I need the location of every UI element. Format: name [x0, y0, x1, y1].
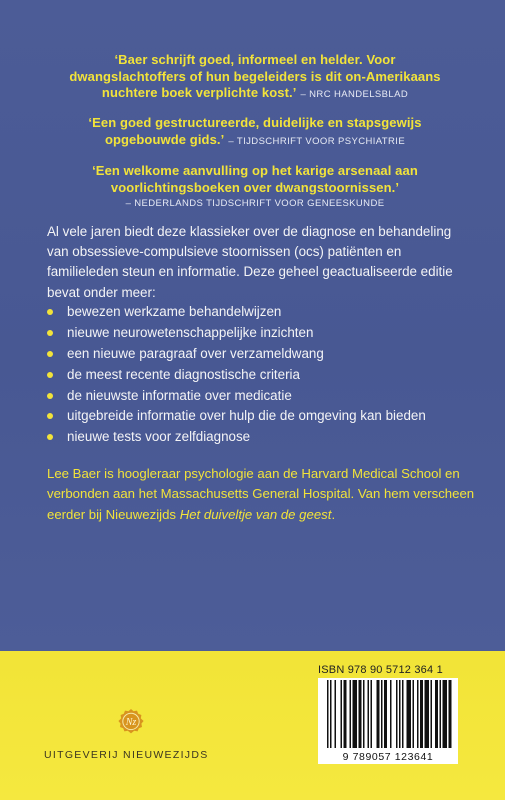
barcode-bar [330, 680, 332, 748]
barcode-bar [449, 680, 452, 748]
list-item: een nieuwe paragraaf over verzameldwang [47, 344, 477, 365]
review-quote-2-text: ‘Een goed gestructureerde, duidelijke en stapsgewijs opgebouwde gids.’ [88, 115, 422, 147]
barcode-bar [396, 680, 398, 748]
barcode-icon [318, 680, 458, 754]
barcode-bar [435, 680, 438, 748]
bullet-icon [47, 393, 53, 399]
barcode-bar [431, 680, 433, 748]
barcode-bar [327, 680, 329, 748]
barcode-bar [350, 680, 352, 748]
barcode-bar [399, 680, 401, 748]
review-quote-3-source: – NEDERLANDS TIJDSCHRIFT VOOR GENEESKUNDE [125, 198, 385, 209]
publisher-logo-text: Nz [125, 717, 137, 728]
barcode-bar [381, 680, 383, 748]
review-quote-1-source: – NRC HANDELSBLAD [300, 89, 409, 100]
feature-list [47, 302, 477, 448]
barcode-bar [413, 680, 415, 748]
barcode-bar [363, 680, 365, 748]
list-item: uitgebreide informatie over hulp die de omgeving kan bieden [47, 406, 477, 427]
review-quote-3-text: ‘Een welkome aanvulling op het karige arsenaal aan voorlichtingsboeken over dwangstoornissen.’ [92, 163, 418, 195]
barcode-bar [353, 680, 358, 748]
list-item: nieuwe neurowetenschappelijke inzichten [47, 323, 477, 344]
author-bio-text: Lee Baer is hoogleraar psychologie aan de Harvard Medical School en verbonden aan het Massachusetts General Hospital. Van hem verscheen eerder bij Nieuwezijds [47, 466, 475, 522]
bullet-icon [47, 434, 53, 440]
barcode-bar [344, 680, 347, 748]
list-item: nieuwe tests voor zelfdiagnose [47, 427, 477, 448]
barcode-bar [420, 680, 423, 748]
barcode-bar [407, 680, 412, 748]
barcode-number: 9 789057 123641 [342, 751, 434, 763]
bullet-icon [47, 351, 53, 357]
bullet-icon [47, 309, 53, 315]
barcode-bar [359, 680, 362, 748]
barcode-area [318, 664, 458, 764]
review-quote-1 [55, 52, 455, 104]
review-quote-3 [55, 163, 455, 213]
barcode-bar [341, 680, 343, 748]
barcode-bar [371, 680, 373, 748]
barcode-bar [384, 680, 387, 748]
publisher-logo-icon [117, 708, 145, 736]
list-item: bewezen werkzame behandelwijzen [47, 302, 477, 323]
publisher-name: UITGEVERIJ NIEUWEZIJDS [44, 749, 209, 761]
isbn-label: ISBN 978 90 5712 364 1 [318, 664, 443, 676]
barcode-bar [425, 680, 430, 748]
list-item: de meest recente diagnostische criteria [47, 365, 477, 386]
review-quote-2-source: – TIJDSCHRIFT VOOR PSYCHIATRIE [228, 135, 406, 147]
previous-book-title: Het duiveltje van de geest [179, 506, 332, 522]
barcode-bar [440, 680, 442, 748]
barcode-bar [402, 680, 404, 748]
bullet-icon [47, 372, 53, 378]
barcode-bar [443, 680, 448, 748]
barcode-bar [368, 680, 370, 748]
intro-paragraph: Al vele jaren biedt deze klassieker over de diagnose en behandeling van obsessieve-compulsieve stoornissen (ocs) patiënten en familieleden steun en informatie. Deze geheel geactualiseerde editie bevat onder meer: [47, 224, 453, 300]
barcode-bar [377, 680, 380, 748]
barcode-bar [390, 680, 392, 748]
author-bio: Lee Baer is hoogleraar psychologie aan de Harvard Medical School en verbonden aan het Massachusetts General Hospital. Van hem verscheen eerder bij Nieuwezijds Het duiveltje van de geest. [47, 466, 475, 522]
list-item: de nieuwste informatie over medicatie [47, 386, 477, 407]
bullet-icon [47, 330, 53, 336]
review-quote-2 [55, 115, 455, 150]
review-quote-1-text: ‘Baer schrijft goed, informeel en helder. Voor dwangslachtoffers of hun begeleiders is dit on-Amerikaans nuchtere boek verplichte kost.’ [69, 52, 441, 100]
bullet-icon [47, 413, 53, 419]
barcode-bar [335, 680, 337, 748]
barcode-bar [417, 680, 419, 748]
